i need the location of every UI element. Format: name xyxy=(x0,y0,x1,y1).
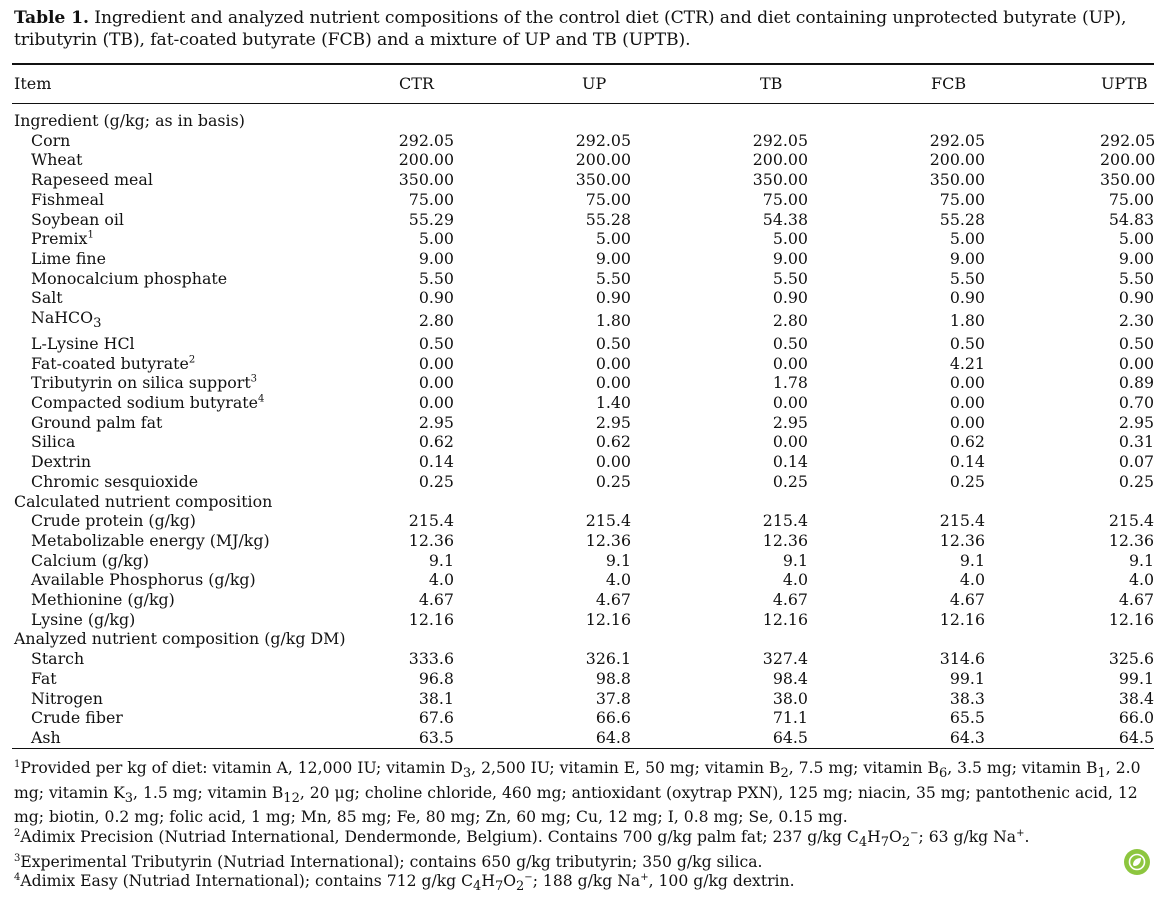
cell-tb: 0.25 xyxy=(772,471,808,491)
cell-up: 292.05 xyxy=(575,130,631,150)
cell-tb: 64.5 xyxy=(772,727,808,747)
cell-fcb: 5.50 xyxy=(949,268,985,288)
cell-uptb: 292.05 xyxy=(1100,130,1156,150)
cell-ctr: 215.4 xyxy=(408,511,454,531)
cell-up: 0.00 xyxy=(595,373,631,393)
nutrient-table xyxy=(12,111,1154,748)
cell-tb: 38.0 xyxy=(772,688,808,708)
cell-tb: 292.05 xyxy=(752,130,808,150)
table-row xyxy=(12,308,1154,334)
cell-up: 350.00 xyxy=(575,170,631,190)
cell-ctr: 63.5 xyxy=(418,727,454,747)
cell-tb: 54.38 xyxy=(762,209,808,229)
cell-uptb: 54.83 xyxy=(1108,209,1155,229)
table-row xyxy=(12,393,1154,413)
header-uptb: UPTB xyxy=(1101,74,1148,93)
cell-uptb: 12.16 xyxy=(1108,609,1155,629)
cell-ctr: 9.00 xyxy=(418,248,454,268)
table-row xyxy=(12,570,1154,590)
cell-fcb: 215.4 xyxy=(939,511,985,531)
cell-tb: 0.14 xyxy=(772,452,808,472)
cell-fcb: 350.00 xyxy=(929,170,985,190)
cell-up: 2.95 xyxy=(595,412,631,432)
cell-ctr: 0.14 xyxy=(418,452,454,472)
cell-fcb: 12.16 xyxy=(939,609,985,629)
cell-tb: 5.50 xyxy=(772,268,808,288)
table-row xyxy=(12,452,1154,472)
cell-ctr: 4.0 xyxy=(428,570,454,590)
row-label: Tributyrin on silica support$^3$ xyxy=(31,373,258,393)
row-label: Crude fiber xyxy=(31,708,123,728)
footnote-1: $^1$Provided per kg of diet: vitamin A, 12,000 IU; vitamin $D_3$, 2,500 IU; vitamin E, 50 mg; vitamin $B_2$, 7.5 mg; vitamin $B_6$, 3.5 mg; vitamin $B_1$, 2.0 mg; vitamin $K_3$, 1.5 mg; vitamin $B_{12}$, 20 μg; choline chloride, 460 mg; antioxidant (oxytrap PXN), 125 mg; niacin, 35 mg; pantothenic acid, 12 mg; biotin, 0.2 mg; folic acid, 1 mg; Mn, 85 mg; Fe, 80 mg; Zn, 60 mg; Cu, 12 mg; I, 0.8 mg; Se, 0.15 mg. xyxy=(14,758,1141,827)
cell-fcb: 12.36 xyxy=(939,530,985,550)
cell-ctr: 0.00 xyxy=(418,353,454,373)
cell-ctr: 333.6 xyxy=(408,649,454,669)
section-label: Analyzed nutrient composition (g/kg DM) xyxy=(14,629,346,649)
top-rule xyxy=(12,63,1154,65)
cell-tb: 71.1 xyxy=(772,708,808,728)
cell-fcb: 200.00 xyxy=(929,150,985,170)
cell-fcb: 0.14 xyxy=(949,452,985,472)
cell-uptb: 0.70 xyxy=(1118,393,1155,412)
cell-up: 66.6 xyxy=(595,708,631,728)
table-label: Table 1. xyxy=(14,8,89,28)
cell-up: 200.00 xyxy=(575,150,631,170)
footnote-2: $^2$Adimix Precision (Nutriad International, Dendermonde, Belgium). Contains 700 g/kg palm fat; 237 g/kg $C_4H_7O_2^-$; 63 g/kg Na+. xyxy=(14,827,1030,851)
leaf-badge-icon[interactable] xyxy=(1124,849,1150,875)
cell-uptb: 38.4 xyxy=(1118,688,1155,708)
cell-ctr: 292.05 xyxy=(398,130,454,150)
table-row xyxy=(12,531,1154,551)
cell-tb: 4.0 xyxy=(782,570,808,590)
table-row xyxy=(12,511,1154,531)
cell-ctr: 350.00 xyxy=(398,170,454,190)
table-row xyxy=(12,373,1154,393)
cell-uptb: 2.30 xyxy=(1118,311,1155,331)
cell-up: 0.00 xyxy=(595,452,631,472)
table-row xyxy=(12,150,1154,170)
cell-fcb: 38.3 xyxy=(949,688,985,708)
cell-up: 5.00 xyxy=(595,229,631,249)
cell-uptb: 0.31 xyxy=(1118,432,1155,452)
cell-tb: 2.95 xyxy=(772,412,808,432)
bottom-rule xyxy=(12,748,1154,749)
cell-up: 4.67 xyxy=(595,590,631,610)
cell-up: 75.00 xyxy=(585,189,631,209)
header-fcb: FCB xyxy=(931,74,967,93)
cell-up: 1.80 xyxy=(595,311,631,331)
cell-uptb: 0.25 xyxy=(1118,471,1155,491)
row-label: Crude protein (g/kg) xyxy=(31,511,196,531)
cell-up: 4.0 xyxy=(605,570,631,590)
cell-up: 0.90 xyxy=(595,288,631,308)
row-label: Available Phosphorus (g/kg) xyxy=(31,570,256,590)
cell-tb: 5.00 xyxy=(772,229,808,249)
cell-uptb: 9.00 xyxy=(1118,248,1155,268)
cell-uptb: 350.00 xyxy=(1100,170,1156,190)
cell-tb: 75.00 xyxy=(762,189,808,209)
table-row xyxy=(12,669,1154,689)
cell-fcb: 4.0 xyxy=(959,570,985,590)
cell-uptb: 0.90 xyxy=(1118,288,1155,308)
cell-up: 9.00 xyxy=(595,248,631,268)
cell-tb: 0.90 xyxy=(772,288,808,308)
cell-up: 55.28 xyxy=(585,209,631,229)
row-label: Compacted sodium butyrate$^4$ xyxy=(31,393,265,412)
cell-uptb: 0.07 xyxy=(1118,452,1155,472)
cell-uptb: 12.36 xyxy=(1108,530,1155,550)
cell-uptb: 66.0 xyxy=(1118,708,1155,728)
header-rule xyxy=(12,103,1154,104)
cell-fcb: 55.28 xyxy=(939,209,985,229)
cell-uptb: 0.50 xyxy=(1118,333,1155,353)
cell-fcb: 0.00 xyxy=(949,373,985,393)
cell-ctr: 0.50 xyxy=(418,333,454,353)
cell-fcb: 0.00 xyxy=(949,393,985,412)
cell-tb: 9.1 xyxy=(782,550,808,570)
cell-uptb: 325.6 xyxy=(1108,649,1155,669)
cell-ctr: 2.95 xyxy=(418,412,454,432)
cell-ctr: 0.90 xyxy=(418,288,454,308)
cell-uptb: 9.1 xyxy=(1128,550,1155,570)
cell-ctr: 5.50 xyxy=(418,268,454,288)
row-label: Premix$^1$ xyxy=(31,229,94,249)
cell-ctr: 0.00 xyxy=(418,393,454,412)
header-tb: TB xyxy=(760,74,783,93)
cell-uptb: 0.89 xyxy=(1118,373,1155,393)
row-label: Starch xyxy=(31,649,85,669)
cell-fcb: 99.1 xyxy=(949,668,985,688)
header-item: Item xyxy=(14,74,52,93)
row-label: Metabolizable energy (MJ/kg) xyxy=(31,530,270,550)
row-label: Corn xyxy=(31,130,71,150)
cell-ctr: 12.36 xyxy=(408,530,454,550)
cell-fcb: 4.21 xyxy=(949,353,985,373)
cell-ctr: 2.80 xyxy=(418,311,454,331)
section-row xyxy=(12,492,1154,512)
cell-ctr: 0.25 xyxy=(418,471,454,491)
cell-ctr: 0.00 xyxy=(418,373,454,393)
cell-tb: 0.50 xyxy=(772,333,808,353)
cell-tb: 98.4 xyxy=(772,668,808,688)
cell-ctr: 96.8 xyxy=(418,668,454,688)
cell-up: 12.16 xyxy=(585,609,631,629)
row-label: Fat-coated butyrate$^2$ xyxy=(31,353,196,373)
row-label: NaHCO$_3$ xyxy=(31,308,102,332)
table-row xyxy=(12,551,1154,571)
cell-uptb: 64.5 xyxy=(1118,727,1155,747)
row-label: Ash xyxy=(31,727,61,747)
cell-uptb: 5.00 xyxy=(1118,229,1155,249)
cell-fcb: 1.80 xyxy=(949,311,985,331)
cell-tb: 200.00 xyxy=(752,150,808,170)
table-row xyxy=(12,649,1154,669)
cell-tb: 1.78 xyxy=(772,373,808,393)
row-label: Methionine (g/kg) xyxy=(31,590,175,610)
row-label: Salt xyxy=(31,288,63,308)
table-row xyxy=(12,190,1154,210)
row-label: Nitrogen xyxy=(31,688,103,708)
cell-up: 37.8 xyxy=(595,688,631,708)
cell-tb: 12.16 xyxy=(762,609,808,629)
cell-ctr: 38.1 xyxy=(418,688,454,708)
row-label: Lysine (g/kg) xyxy=(31,609,136,629)
header-ctr: CTR xyxy=(399,74,434,93)
cell-fcb: 0.00 xyxy=(949,412,985,432)
cell-tb: 0.00 xyxy=(772,393,808,412)
section-label: Calculated nutrient composition xyxy=(14,491,273,511)
table-row xyxy=(12,432,1154,452)
cell-fcb: 9.00 xyxy=(949,248,985,268)
cell-up: 1.40 xyxy=(595,393,631,412)
row-label: Soybean oil xyxy=(31,209,124,229)
cell-up: 0.00 xyxy=(595,353,631,373)
table-row xyxy=(12,689,1154,709)
cell-tb: 9.00 xyxy=(772,248,808,268)
cell-ctr: 5.00 xyxy=(418,229,454,249)
row-label: Calcium (g/kg) xyxy=(31,550,150,570)
cell-ctr: 4.67 xyxy=(418,590,454,610)
row-label: Chromic sesquioxide xyxy=(31,471,199,491)
header-up: UP xyxy=(582,74,607,93)
row-label: Fat xyxy=(31,668,57,688)
cell-fcb: 0.90 xyxy=(949,288,985,308)
cell-up: 9.1 xyxy=(605,550,631,570)
section-row xyxy=(12,629,1154,649)
table-row xyxy=(12,708,1154,728)
table-row xyxy=(12,354,1154,374)
cell-uptb: 4.67 xyxy=(1118,590,1155,610)
row-label: Monocalcium phosphate xyxy=(31,268,228,288)
row-label: L-Lysine HCl xyxy=(31,333,135,353)
table-row xyxy=(12,249,1154,269)
row-label: Ground palm fat xyxy=(31,412,163,432)
table-row xyxy=(12,334,1154,354)
table-row xyxy=(12,170,1154,190)
cell-ctr: 9.1 xyxy=(428,550,454,570)
cell-ctr: 55.29 xyxy=(408,209,454,229)
cell-ctr: 67.6 xyxy=(418,708,454,728)
cell-up: 215.4 xyxy=(585,511,631,531)
cell-ctr: 200.00 xyxy=(398,150,454,170)
row-label: Dextrin xyxy=(31,452,92,472)
table-row xyxy=(12,131,1154,151)
footnote-4: $^4$Adimix Easy (Nutriad International); contains 712 g/kg $C_4H_7O_2^-$; 188 g/kg Na+, 100 g/kg dextrin. xyxy=(14,872,795,895)
table-caption xyxy=(14,7,1152,51)
table-row xyxy=(12,413,1154,433)
cell-ctr: 75.00 xyxy=(408,189,454,209)
footnotes xyxy=(14,759,1154,897)
cell-uptb: 4.0 xyxy=(1128,570,1155,590)
cell-uptb: 2.95 xyxy=(1118,412,1155,432)
cell-uptb: 0.00 xyxy=(1118,353,1155,373)
row-label: Lime fine xyxy=(31,248,106,268)
cell-fcb: 65.5 xyxy=(949,708,985,728)
cell-fcb: 5.00 xyxy=(949,229,985,249)
cell-fcb: 292.05 xyxy=(929,130,985,150)
caption-text: Ingredient and analyzed nutrient compositions of the control diet (CTR) and diet containing unprotected butyrate (UP), tributyrin (TB), fat-coated butyrate (FCB) and a mixture of UP and TB (UPTB). xyxy=(14,8,1127,50)
table-row xyxy=(12,728,1154,748)
cell-uptb: 5.50 xyxy=(1118,268,1155,288)
row-label: Silica xyxy=(31,432,76,452)
table-row xyxy=(12,590,1154,610)
table-row xyxy=(12,269,1154,289)
cell-up: 64.8 xyxy=(595,727,631,747)
cell-up: 0.50 xyxy=(595,333,631,353)
cell-tb: 2.80 xyxy=(772,311,808,331)
cell-fcb: 9.1 xyxy=(959,550,985,570)
cell-ctr: 0.62 xyxy=(418,432,454,452)
table-row xyxy=(12,210,1154,230)
cell-fcb: 314.6 xyxy=(939,649,985,669)
row-label: Fishmeal xyxy=(31,189,105,209)
cell-uptb: 200.00 xyxy=(1100,150,1156,170)
cell-ctr: 12.16 xyxy=(408,609,454,629)
cell-tb: 12.36 xyxy=(762,530,808,550)
table-body xyxy=(12,111,1154,748)
cell-tb: 0.00 xyxy=(772,432,808,452)
cell-uptb: 215.4 xyxy=(1108,511,1155,531)
cell-fcb: 0.25 xyxy=(949,471,985,491)
cell-uptb: 99.1 xyxy=(1118,668,1155,688)
cell-tb: 4.67 xyxy=(772,590,808,610)
cell-up: 98.8 xyxy=(595,668,631,688)
table-row xyxy=(12,610,1154,630)
table-row xyxy=(12,472,1154,492)
cell-fcb: 0.62 xyxy=(949,432,985,452)
cell-fcb: 4.67 xyxy=(949,590,985,610)
cell-up: 0.62 xyxy=(595,432,631,452)
cell-tb: 350.00 xyxy=(752,170,808,190)
section-row xyxy=(12,111,1154,131)
section-label: Ingredient (g/kg; as in basis) xyxy=(14,111,245,130)
cell-up: 326.1 xyxy=(585,649,631,669)
table-row xyxy=(12,229,1154,249)
row-label: Wheat xyxy=(31,150,83,170)
cell-fcb: 0.50 xyxy=(949,333,985,353)
cell-uptb: 75.00 xyxy=(1108,189,1155,209)
cell-up: 5.50 xyxy=(595,268,631,288)
cell-tb: 0.00 xyxy=(772,353,808,373)
footnote-3: $^3$Experimental Tributyrin (Nutriad International); contains 650 g/kg tributyrin; 350 g/kg silica. xyxy=(14,852,763,871)
cell-fcb: 64.3 xyxy=(949,727,985,747)
cell-tb: 327.4 xyxy=(762,649,808,669)
row-label: Rapeseed meal xyxy=(31,170,153,190)
cell-fcb: 75.00 xyxy=(939,189,985,209)
cell-tb: 215.4 xyxy=(762,511,808,531)
cell-up: 0.25 xyxy=(595,471,631,491)
table-row xyxy=(12,288,1154,308)
cell-up: 12.36 xyxy=(585,530,631,550)
